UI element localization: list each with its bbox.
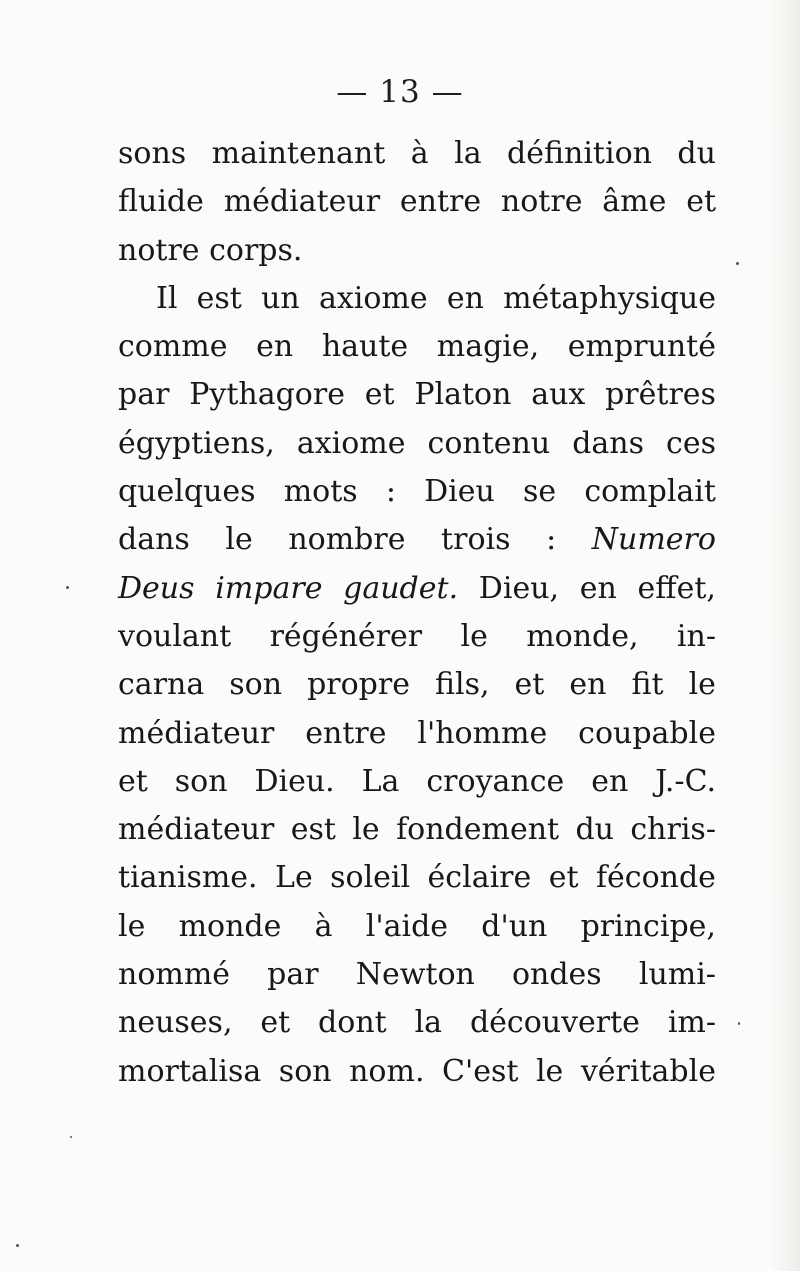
word: dans xyxy=(572,425,644,461)
word: nommé xyxy=(118,957,231,993)
word: se xyxy=(523,474,557,510)
word: Pythagore xyxy=(189,377,345,413)
word: définition xyxy=(507,136,652,171)
word: le xyxy=(118,908,146,944)
text-line xyxy=(118,758,716,806)
body-text xyxy=(118,130,716,1096)
word: est xyxy=(196,280,242,316)
text-line xyxy=(118,565,716,613)
text-line xyxy=(118,951,716,999)
ink-speck xyxy=(70,1136,72,1138)
word: l'aide xyxy=(365,908,449,944)
word: propre xyxy=(307,667,410,703)
word: véritable xyxy=(580,1053,716,1089)
text-line xyxy=(118,227,716,275)
word: Dieu, xyxy=(478,570,560,606)
word: comme xyxy=(118,329,228,365)
word: par xyxy=(118,377,170,413)
word: régénérer xyxy=(269,618,423,654)
word: la xyxy=(414,1005,443,1041)
word: Le xyxy=(275,860,313,896)
word: contenu xyxy=(427,425,551,461)
word: l'homme xyxy=(417,715,548,751)
word: le xyxy=(535,1053,564,1089)
word: métaphysique xyxy=(503,280,716,316)
word: effet, xyxy=(637,570,716,606)
word: ondes xyxy=(511,957,602,993)
text-line xyxy=(118,468,716,516)
word: le xyxy=(460,618,488,654)
word: Numero xyxy=(591,522,716,558)
text-line xyxy=(118,130,716,178)
word: et xyxy=(364,377,395,413)
word: mots xyxy=(283,474,358,510)
ink-speck xyxy=(736,262,739,265)
word: médiateur xyxy=(118,715,275,751)
word: le xyxy=(688,667,716,703)
word: fit xyxy=(631,667,664,703)
word: gaudet. xyxy=(343,570,459,606)
word: égyptiens, xyxy=(118,425,275,461)
word: fondement xyxy=(396,812,560,848)
ink-speck xyxy=(738,1022,740,1025)
word: son xyxy=(174,763,228,799)
word: soleil xyxy=(330,860,411,896)
page-number: — 13 — xyxy=(336,74,464,110)
word: est xyxy=(290,812,336,848)
text-line xyxy=(118,275,716,323)
word: la xyxy=(454,136,482,171)
text-line xyxy=(118,806,716,854)
word: découverte xyxy=(469,1005,640,1041)
word: impare xyxy=(215,570,323,606)
word: et xyxy=(118,763,148,799)
text-line xyxy=(118,903,716,951)
word: féconde xyxy=(595,860,716,896)
word: sons xyxy=(118,136,187,171)
word: âme xyxy=(602,184,667,220)
word: entre xyxy=(399,184,482,220)
word: croyance xyxy=(426,763,565,799)
word: notre xyxy=(118,232,200,268)
text-line xyxy=(118,323,716,371)
word: médiateur xyxy=(118,812,275,848)
word: notre xyxy=(500,184,583,220)
word: en xyxy=(256,329,294,365)
word: emprunté xyxy=(567,329,716,365)
word: et xyxy=(260,1005,291,1041)
word: complait xyxy=(584,474,716,510)
text-line xyxy=(118,1048,716,1096)
text-line xyxy=(118,613,716,661)
word: tianisme. xyxy=(118,860,258,896)
text-line xyxy=(118,516,716,564)
word: un xyxy=(261,280,300,316)
word: aux xyxy=(531,377,586,413)
word: La xyxy=(361,763,400,799)
word: dont xyxy=(318,1005,387,1041)
word: maintenant xyxy=(211,136,386,171)
word: haute xyxy=(321,329,409,365)
text-line xyxy=(118,999,716,1047)
word: Dieu xyxy=(424,474,495,510)
word: à xyxy=(410,136,429,171)
word: chris- xyxy=(630,812,716,848)
word: corps. xyxy=(209,232,303,268)
word: in- xyxy=(676,618,716,654)
word: fluide xyxy=(118,184,204,220)
word: son xyxy=(229,667,283,703)
word: entre xyxy=(305,715,387,751)
word: et xyxy=(548,860,579,896)
word: médiateur xyxy=(223,184,381,220)
word: nom. xyxy=(349,1053,425,1089)
word: Il xyxy=(156,280,178,316)
word: Platon xyxy=(414,377,512,413)
word: ces xyxy=(666,425,716,461)
text-line xyxy=(118,178,716,226)
text-line xyxy=(118,854,716,902)
word: Newton xyxy=(355,957,475,993)
word: et xyxy=(514,667,545,703)
word: voulant xyxy=(118,618,232,654)
word: le xyxy=(225,522,253,558)
word: J.-C. xyxy=(655,763,716,799)
word: et xyxy=(686,184,716,220)
word: son xyxy=(278,1053,332,1089)
text-line xyxy=(118,710,716,758)
ink-speck xyxy=(16,1244,19,1247)
word: éclaire xyxy=(427,860,532,896)
word: du xyxy=(575,812,614,848)
word: : xyxy=(546,522,557,558)
word: en xyxy=(591,763,629,799)
word: le xyxy=(352,812,380,848)
text-line xyxy=(118,371,716,419)
word: Deus xyxy=(118,570,195,606)
word: à xyxy=(314,908,333,944)
word: magie, xyxy=(436,329,540,365)
word: dans xyxy=(118,522,190,558)
word: par xyxy=(267,957,319,993)
word: en xyxy=(569,667,607,703)
word: en xyxy=(579,570,617,606)
text-line xyxy=(118,661,716,709)
word: d'un xyxy=(481,908,548,944)
word: principe, xyxy=(580,908,716,944)
word: im- xyxy=(667,1005,716,1041)
word: C'est xyxy=(442,1053,519,1089)
word: trois xyxy=(441,522,511,558)
word: axiome xyxy=(296,425,406,461)
word: Dieu. xyxy=(254,763,335,799)
word: monde, xyxy=(526,618,639,654)
word: carna xyxy=(118,667,205,703)
word: du xyxy=(677,136,716,171)
word: quelques xyxy=(118,474,256,510)
word: monde xyxy=(178,908,282,944)
text-line xyxy=(118,420,716,468)
word: : xyxy=(385,474,396,510)
word: nombre xyxy=(288,522,406,558)
word: en xyxy=(446,280,484,316)
word: fils, xyxy=(434,667,490,703)
word: mortalisa xyxy=(118,1053,262,1089)
ink-speck xyxy=(66,586,69,589)
word: coupable xyxy=(578,715,716,751)
word: neuses, xyxy=(118,1005,233,1041)
page-edge-shadow xyxy=(770,0,800,1271)
word: axiome xyxy=(318,280,428,316)
word: lumi- xyxy=(638,957,716,993)
word: prêtres xyxy=(605,377,716,413)
